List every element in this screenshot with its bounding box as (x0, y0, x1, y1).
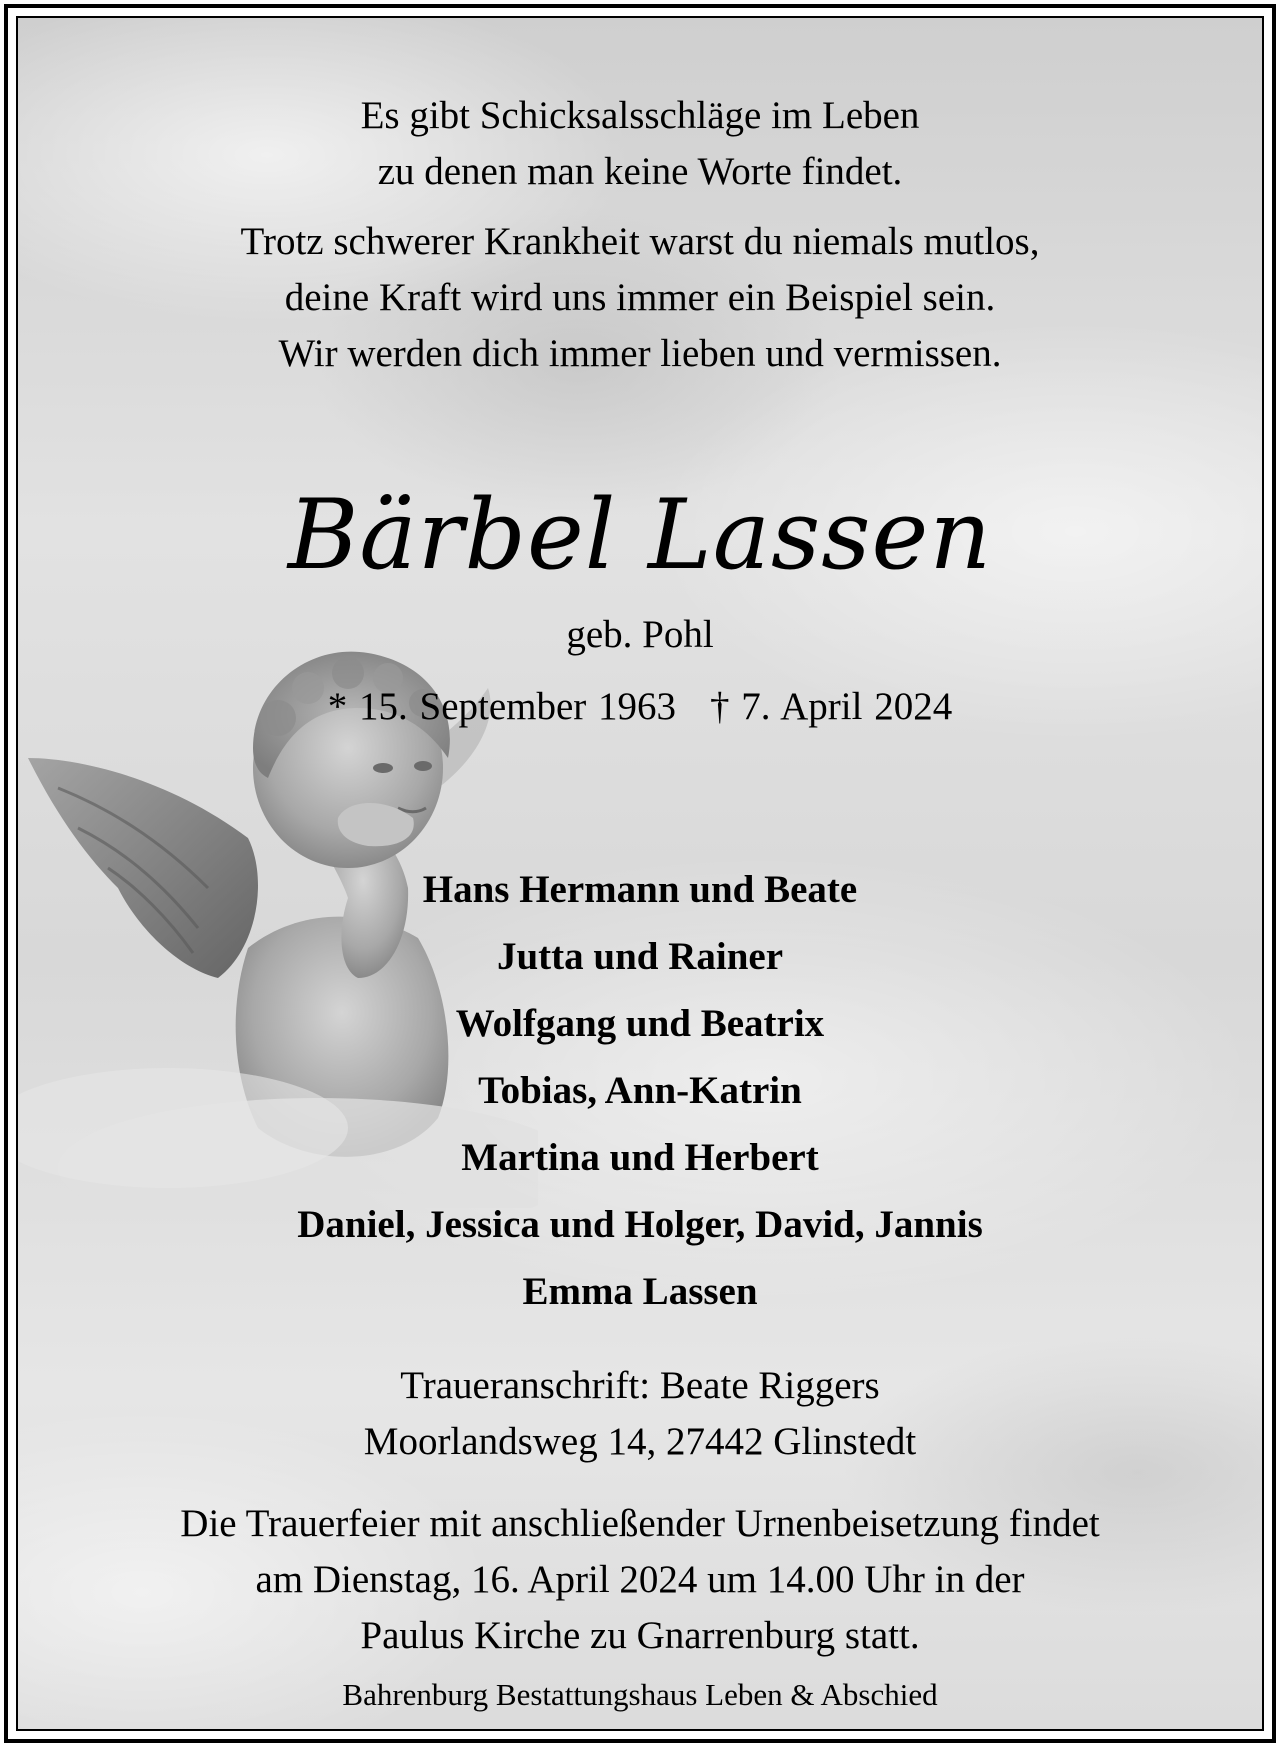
poem-line: deine Kraft wird uns immer ein Beispiel sein. (284, 276, 996, 319)
poem-line: Trotz schwerer Krankheit warst du niemals mutlos, (240, 220, 1040, 263)
mourner-line: Wolfgang und Beatrix (455, 1002, 825, 1045)
poem-line: Wir werden dich immer lieben und vermissen. (278, 332, 1002, 375)
life-dates (18, 682, 1262, 732)
poem-line: Es gibt Schicksalsschläge im Leben (360, 94, 920, 137)
mourner-line: Emma Lassen (522, 1270, 758, 1313)
death-date: † 7. April 2024 (710, 685, 953, 728)
deceased-name: Bärbel Lassen (287, 479, 993, 591)
mourner-line: Martina und Herbert (461, 1136, 819, 1179)
address-line: Traueranschrift: Beate Riggers (400, 1364, 880, 1407)
mourning-address (18, 1358, 1262, 1470)
mourner-line: Tobias, Ann-Katrin (478, 1069, 802, 1112)
mourner-line: Jutta und Rainer (496, 935, 784, 978)
mourner-line: Daniel, Jessica und Holger, David, Jannis (297, 1203, 983, 1246)
ceremony-line: Die Trauerfeier mit anschließender Urnenbeisetzung findet (180, 1502, 1100, 1545)
address-line: Moorlandsweg 14, 27442 Glinstedt (363, 1420, 917, 1463)
mourners-list (18, 856, 1262, 1325)
undertaker-credit: Bahrenburg Bestattungshaus Leben & Abschied (342, 1677, 938, 1712)
mourner-line: Hans Hermann und Beate (422, 868, 858, 911)
obituary-card (16, 16, 1264, 1731)
ceremony-line: Paulus Kirche zu Gnarrenburg statt. (360, 1614, 920, 1657)
poem (18, 88, 1262, 382)
ceremony-line: am Dienstag, 16. April 2024 um 14.00 Uhr in der (255, 1558, 1025, 1601)
maiden-name: geb. Pohl (566, 613, 714, 656)
ceremony-notice (18, 1496, 1262, 1664)
poem-line: zu denen man keine Worte findet. (377, 150, 903, 193)
birth-date: * 15. September 1963 (327, 685, 677, 728)
